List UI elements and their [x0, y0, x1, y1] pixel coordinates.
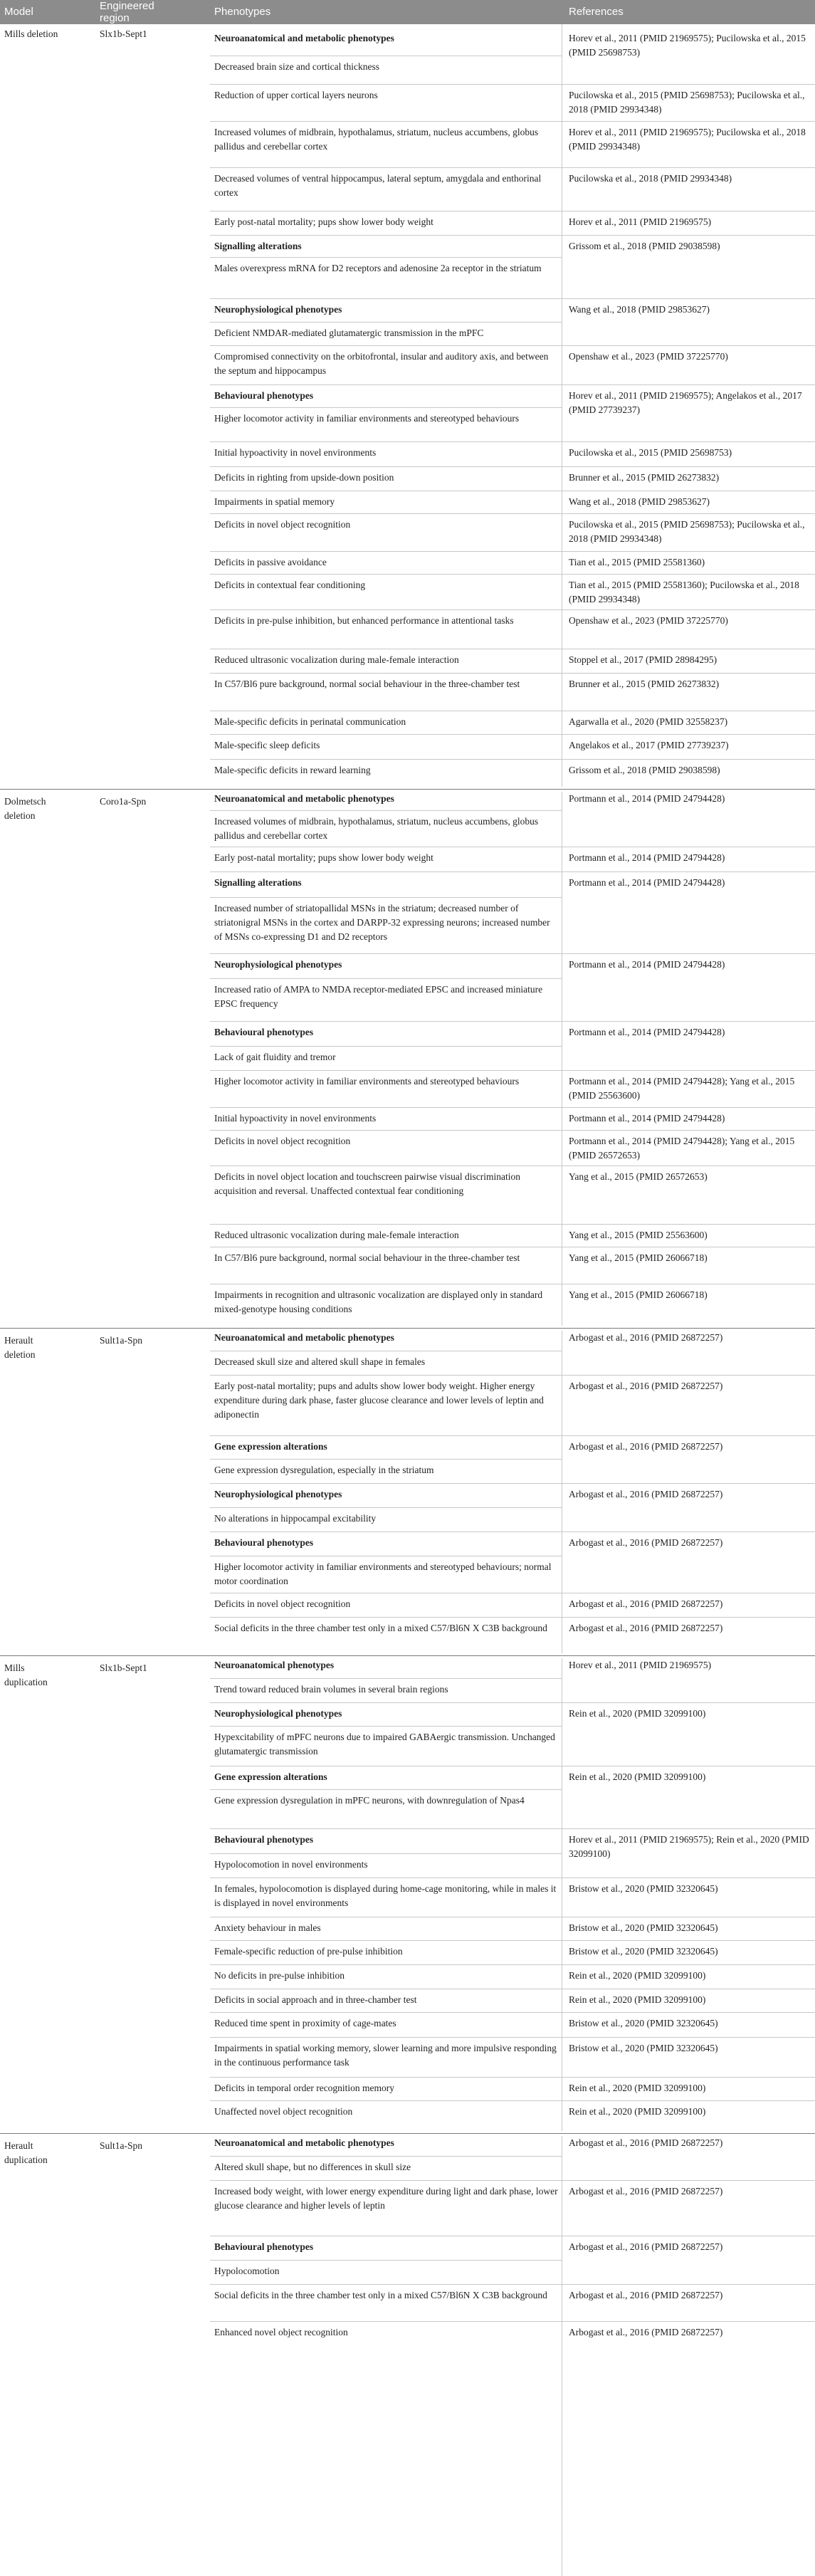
model-name-line: Herault: [4, 2140, 33, 2151]
row-divider: [210, 1483, 815, 1484]
model-divider: [0, 789, 815, 790]
reference-text: Grissom et al., 2018 (PMID 29038598): [569, 241, 720, 251]
model-name-line: Mills deletion: [4, 28, 58, 39]
phenotype-text: Deficits in pre-pulse inhibition, but enhanced performance in attentional tasks: [214, 615, 514, 626]
model-name: [4, 27, 90, 41]
reference-text: Rein et al., 2020 (PMID 32099100): [569, 1970, 706, 1981]
phenotype-text: Hypolocomotion in novel environments: [214, 1859, 368, 1870]
row-divider: [210, 2156, 562, 2157]
reference-text: Horev et al., 2011 (PMID 21969575); Pucilowska et al., 2018 (PMID 29934348): [569, 127, 806, 152]
phenotype-text: Male-specific deficits in reward learning: [214, 765, 371, 775]
reference-text: Rein et al., 2020 (PMID 32099100): [569, 2106, 706, 2117]
phenotype-text: Trend toward reduced brain volumes in several brain regions: [214, 1684, 448, 1695]
row-divider: [210, 1375, 815, 1376]
row-divider: [210, 257, 562, 258]
phenotype-category: Neurophysiological phenotypes: [214, 959, 342, 970]
table-header: [0, 0, 815, 24]
phenotype-text: Increased ratio of AMPA to NMDA receptor-mediated EPSC and increased miniature EPSC frequency: [214, 984, 543, 1009]
row-divider: [210, 345, 815, 346]
row-divider: [210, 1828, 815, 1829]
row-divider: [210, 322, 562, 323]
reference-text: Bristow et al., 2020 (PMID 32320645): [569, 1883, 718, 1894]
phenotype-text: Impairments in recognition and ultrasonic vocalization are displayed only in standard mixed-genotype housing conditions: [214, 1289, 543, 1314]
reference-text: Portmann et al., 2014 (PMID 24794428): [569, 1113, 725, 1124]
phenotype-text: Male-specific sleep deficits: [214, 740, 320, 750]
reference-text: Yang et al., 2015 (PMID 26066718): [569, 1252, 708, 1263]
row-divider: [210, 1617, 815, 1618]
reference-text: Arbogast et al., 2016 (PMID 26872257): [569, 2327, 723, 2337]
reference-text: Horev et al., 2011 (PMID 21969575); Pucilowska et al., 2015 (PMID 25698753): [569, 33, 806, 58]
engineered-region: Slx1b-Sept1: [100, 1663, 147, 1673]
phenotype-category: Behavioural phenotypes: [214, 1834, 314, 1845]
reference-text: Arbogast et al., 2016 (PMID 26872257): [569, 2241, 723, 2252]
reference-text: Arbogast et al., 2016 (PMID 26872257): [569, 1623, 723, 1633]
model-divider: [0, 1655, 815, 1656]
phenotype-text: In C57/Bl6 pure background, normal social behaviour in the three-chamber test: [214, 1252, 520, 1263]
phenotype-category: Neuroanatomical phenotypes: [214, 1660, 335, 1670]
phenotype-text: Reduced time spent in proximity of cage-mates: [214, 2018, 396, 2028]
row-divider: [210, 2037, 815, 2038]
phenotype-text: In C57/Bl6 pure background, normal social behaviour in the three-chamber test: [214, 679, 520, 689]
reference-text: Brunner et al., 2015 (PMID 26273832): [569, 679, 720, 689]
phenotype-text: Deficits in novel object location and touchscreen pairwise visual discrimination acquisition and reversal. Unaffected contextual fear conditioning: [214, 1171, 521, 1196]
row-divider: [210, 2260, 562, 2261]
phenotype-text: Compromised connectivity on the orbitofrontal, insular and auditory axis, and between the septum and hippocampus: [214, 351, 549, 376]
model-name-line: Herault: [4, 1335, 33, 1346]
row-divider: [210, 1789, 562, 1790]
reference-text: Horev et al., 2011 (PMID 21969575): [569, 1660, 712, 1670]
engineered-region: Coro1a-Spn: [100, 796, 147, 807]
phenotype-text: Early post-natal mortality; pups show lower body weight: [214, 852, 433, 863]
row-divider: [210, 810, 562, 811]
phenotype-text: Anxiety behaviour in males: [214, 1922, 321, 1933]
model-name-line: deletion: [4, 1349, 36, 1360]
row-divider: [210, 2284, 815, 2285]
reference-text: Yang et al., 2015 (PMID 26066718): [569, 1289, 708, 1300]
row-divider: [210, 466, 815, 467]
phenotype-text: Decreased brain size and cortical thickness: [214, 61, 380, 72]
row-divider: [210, 235, 815, 236]
phenotype-category: Behavioural phenotypes: [214, 390, 314, 401]
row-divider: [210, 167, 815, 168]
engineered-region: Slx1b-Sept1: [100, 28, 147, 39]
reference-text: Portmann et al., 2014 (PMID 24794428); Yang et al., 2015 (PMID 26572653): [569, 1136, 795, 1161]
model-name: [4, 795, 90, 823]
reference-text: Yang et al., 2015 (PMID 26572653): [569, 1171, 708, 1182]
reference-text: Portmann et al., 2014 (PMID 24794428): [569, 877, 725, 888]
reference-text: Pucilowska et al., 2015 (PMID 25698753): [569, 447, 732, 458]
phenotype-category: Signalling alterations: [214, 877, 302, 888]
row-divider: [210, 1224, 815, 1225]
reference-text: Rein et al., 2020 (PMID 32099100): [569, 1708, 706, 1719]
reference-text: Pucilowska et al., 2018 (PMID 29934348): [569, 173, 732, 184]
phenotype-text: Altered skull shape, but no differences in skull size: [214, 2162, 411, 2172]
phenotype-text: Increased volumes of midbrain, hypothalamus, striatum, nucleus accumbens, globus pallidus and cerebellar cortex: [214, 816, 539, 841]
phenotype-text: Deficient NMDAR-mediated glutamatergic transmission in the mPFC: [214, 328, 484, 338]
reference-text: Agarwalla et al., 2020 (PMID 32558237): [569, 716, 728, 727]
reference-text: Bristow et al., 2020 (PMID 32320645): [569, 2043, 718, 2053]
phenotype-text: Deficits in novel object recognition: [214, 1598, 351, 1609]
model-name-line: Dolmetsch: [4, 796, 46, 807]
model-name-line: duplication: [4, 2154, 48, 2165]
row-divider: [210, 1964, 815, 1965]
reference-text: Bristow et al., 2020 (PMID 32320645): [569, 2018, 718, 2028]
phenotype-text: Deficits in social approach and in three-chamber test: [214, 1994, 417, 2005]
header-references: References: [569, 6, 624, 18]
row-divider: [210, 1507, 562, 1508]
phenotype-text: Decreased skull size and altered skull shape in females: [214, 1356, 426, 1367]
row-divider: [210, 121, 815, 122]
row-divider: [210, 84, 815, 85]
reference-text: Arbogast et al., 2016 (PMID 26872257): [569, 1441, 723, 1452]
row-divider: [210, 673, 815, 674]
row-divider: [210, 609, 815, 610]
row-divider: [210, 551, 815, 552]
row-divider: [210, 441, 815, 442]
phenotype-text: Social deficits in the three chamber test only in a mixed C57/Bl6N X C3B background: [214, 2290, 547, 2300]
phenotype-text: Deficits in novel object recognition: [214, 1136, 351, 1146]
header-region-line2: region: [100, 12, 130, 24]
phenotype-text: Increased body weight, with lower energy expenditure during light and dark phase, lower glucose clearance and higher levels of leptin: [214, 2186, 558, 2211]
phenotype-text: Initial hypoactivity in novel environments: [214, 447, 377, 458]
phenotype-text: Hypexcitability of mPFC neurons due to impaired GABAergic transmission. Unchanged glutamatergic transmission: [214, 1732, 555, 1756]
phenotype-text: Reduced ultrasonic vocalization during male-female interaction: [214, 654, 459, 665]
row-divider: [210, 734, 815, 735]
phenotype-category: Behavioural phenotypes: [214, 2241, 314, 2252]
reference-text: Rein et al., 2020 (PMID 32099100): [569, 1994, 706, 2005]
phenotype-text: Higher locomotor activity in familiar environments and stereotyped behaviours: [214, 413, 520, 424]
phenotype-text: Unaffected novel object recognition: [214, 2106, 353, 2117]
phenotype-text: Enhanced novel object recognition: [214, 2327, 348, 2337]
phenotype-text: Deficits in temporal order recognition memory: [214, 2083, 395, 2093]
reference-text: Openshaw et al., 2023 (PMID 37225770): [569, 615, 728, 626]
model-name-line: duplication: [4, 1677, 48, 1687]
row-divider: [210, 1940, 815, 1941]
phenotype-category: Gene expression alterations: [214, 1441, 327, 1452]
reference-text: Bristow et al., 2020 (PMID 32320645): [569, 1946, 718, 1957]
phenotype-category: Neuroanatomical and metabolic phenotypes: [214, 793, 394, 804]
phenotype-category: Neuroanatomical and metabolic phenotypes: [214, 2137, 394, 2148]
model-name-line: deletion: [4, 810, 36, 821]
phenotype-category: Neurophysiological phenotypes: [214, 1489, 342, 1499]
model-name: [4, 1334, 90, 1362]
model-name: [4, 1661, 90, 1690]
phenotype-text: Males overexpress mRNA for D2 receptors and adenosine 2a receptor in the striatum: [214, 263, 542, 273]
reference-text: Rein et al., 2020 (PMID 32099100): [569, 2083, 706, 2093]
reference-text: Bristow et al., 2020 (PMID 32320645): [569, 1922, 718, 1933]
row-divider: [210, 2321, 815, 2322]
phenotype-text: Deficits in contextual fear conditioning: [214, 580, 366, 590]
reference-text: Portmann et al., 2014 (PMID 24794428): [569, 1027, 725, 1037]
row-divider: [210, 298, 815, 299]
reference-text: Horev et al., 2011 (PMID 21969575); Angelakos et al., 2017 (PMID 27739237): [569, 390, 802, 415]
row-divider: [210, 1107, 815, 1108]
phenotype-text: Impairments in spatial memory: [214, 496, 335, 507]
phenotype-category: Gene expression alterations: [214, 1771, 327, 1782]
reference-text: Arbogast et al., 2016 (PMID 26872257): [569, 1381, 723, 1391]
phenotype-text: Early post-natal mortality; pups show lower body weight: [214, 216, 433, 227]
phenotype-text: Higher locomotor activity in familiar environments and stereotyped behaviours: [214, 1076, 520, 1087]
phenotype-text: Gene expression dysregulation, especially in the striatum: [214, 1465, 434, 1475]
phenotype-text: Deficits in righting from upside-down position: [214, 472, 394, 483]
row-divider: [210, 2077, 815, 2078]
reference-text: Horev et al., 2011 (PMID 21969575); Rein et al., 2020 (PMID 32099100): [569, 1834, 809, 1859]
row-divider: [210, 2180, 815, 2181]
row-divider: [210, 1046, 562, 1047]
reference-text: Portmann et al., 2014 (PMID 24794428); Yang et al., 2015 (PMID 25563600): [569, 1076, 795, 1101]
engineered-region: Sult1a-Spn: [100, 2140, 143, 2151]
reference-text: Rein et al., 2020 (PMID 32099100): [569, 1771, 706, 1782]
reference-text: Tian et al., 2015 (PMID 25581360): [569, 557, 705, 567]
reference-text: Brunner et al., 2015 (PMID 26273832): [569, 472, 720, 483]
reference-text: Pucilowska et al., 2015 (PMID 25698753); Pucilowska et al., 2018 (PMID 29934348): [569, 90, 805, 115]
phenotype-text: Deficits in novel object recognition: [214, 519, 351, 530]
row-divider: [210, 384, 815, 385]
reference-text: Portmann et al., 2014 (PMID 24794428): [569, 852, 725, 863]
phenotype-text: Reduction of upper cortical layers neurons: [214, 90, 378, 100]
reference-text: Angelakos et al., 2017 (PMID 27739237): [569, 740, 729, 750]
phenotype-text: Impairments in spatial working memory, slower learning and more impulsive responding in the continuous performance task: [214, 2043, 557, 2068]
phenotype-text: Early post-natal mortality; pups and adults show lower body weight. Higher energy expenditure during dark phase, faster glucose clearance and lower levels of leptin and adiponectin: [214, 1381, 544, 1420]
phenotype-text: Decreased volumes of ventral hippocampus, lateral septum, amygdala and enthorinal cortex: [214, 173, 542, 198]
phenotype-text: No alterations in hippocampal excitability: [214, 1513, 377, 1524]
phenotype-text: Increased volumes of midbrain, hypothalamus, striatum, nucleus accumbens, globus pallidus and cerebellar cortex: [214, 127, 539, 152]
reference-text: Grissom et al., 2018 (PMID 29038598): [569, 765, 720, 775]
phenotype-text: Increased number of striatopallidal MSNs in the striatum; decreased number of striatonigral MSNs in the cortex and DARPP-32 expressing neurons; increased number of MSNs co-expressing D1 and D2 receptors: [214, 903, 550, 942]
header-model: Model: [4, 6, 33, 18]
phenotype-text: In females, hypolocomotion is displayed during home-cage monitoring, while in males it is displayed in novel environments: [214, 1883, 557, 1908]
phenotype-text: Reduced ultrasonic vocalization during male-female interaction: [214, 1230, 459, 1240]
row-divider: [210, 1435, 815, 1436]
row-divider: [210, 978, 562, 979]
reference-text: Arbogast et al., 2016 (PMID 26872257): [569, 2290, 723, 2300]
reference-text: Wang et al., 2018 (PMID 29853627): [569, 496, 710, 507]
phenotype-text: No deficits in pre-pulse inhibition: [214, 1970, 345, 1981]
reference-text: Arbogast et al., 2016 (PMID 26872257): [569, 1598, 723, 1609]
model-name-line: Mills: [4, 1663, 25, 1673]
header-phenotypes: Phenotypes: [214, 6, 271, 18]
row-divider: [210, 759, 815, 760]
phenotype-category: Neuroanatomical and metabolic phenotypes: [214, 33, 394, 43]
row-divider: [210, 1070, 815, 1071]
row-divider: [210, 574, 815, 575]
reference-text: Yang et al., 2015 (PMID 25563600): [569, 1230, 708, 1240]
phenotype-text: Social deficits in the three chamber test only in a mixed C57/Bl6N X C3B background: [214, 1623, 547, 1633]
phenotype-category: Neurophysiological phenotypes: [214, 1708, 342, 1719]
phenotype-category: Signalling alterations: [214, 241, 302, 251]
row-divider: [210, 953, 815, 954]
reference-text: Arbogast et al., 2016 (PMID 26872257): [569, 1332, 723, 1343]
phenotype-text: Gene expression dysregulation in mPFC neurons, with downregulation of Npas4: [214, 1795, 525, 1806]
header-region-line1: Engineered: [100, 0, 154, 12]
phenotype-text: Higher locomotor activity in familiar environments and stereotyped behaviours; normal motor coordination: [214, 1561, 552, 1586]
row-divider: [210, 2100, 815, 2101]
row-divider: [210, 1702, 815, 1703]
reference-text: Arbogast et al., 2016 (PMID 26872257): [569, 2186, 723, 2197]
reference-text: Tian et al., 2015 (PMID 25581360); Pucilowska et al., 2018 (PMID 29934348): [569, 580, 799, 604]
reference-text: Arbogast et al., 2016 (PMID 26872257): [569, 1537, 723, 1548]
reference-text: Stoppel et al., 2017 (PMID 28984295): [569, 654, 717, 665]
phenotype-category: Behavioural phenotypes: [214, 1537, 314, 1548]
phenotype-category: Behavioural phenotypes: [214, 1027, 314, 1037]
row-divider: [210, 1459, 562, 1460]
reference-text: Arbogast et al., 2016 (PMID 26872257): [569, 2137, 723, 2148]
row-divider: [210, 871, 815, 872]
phenotype-text: Deficits in passive avoidance: [214, 557, 327, 567]
phenotype-text: Hypolocomotion: [214, 2266, 280, 2276]
phenotype-category: Neuroanatomical and metabolic phenotypes: [214, 1332, 394, 1343]
row-divider: [210, 1726, 562, 1727]
phenotype-text: Lack of gait fluidity and tremor: [214, 1052, 336, 1062]
phenotype-text: Initial hypoactivity in novel environments: [214, 1113, 377, 1124]
model-name: [4, 2139, 90, 2167]
row-divider: [210, 1021, 815, 1022]
model-divider: [0, 2133, 815, 2134]
row-divider: [210, 2012, 815, 2013]
reference-text: Portmann et al., 2014 (PMID 24794428): [569, 959, 725, 970]
row-divider: [210, 1678, 562, 1679]
model-divider: [0, 1328, 815, 1329]
phenotype-category: Neurophysiological phenotypes: [214, 304, 342, 315]
reference-text: Pucilowska et al., 2015 (PMID 25698753); Pucilowska et al., 2018 (PMID 29934348): [569, 519, 805, 544]
row-divider: [210, 407, 562, 408]
reference-text: Wang et al., 2018 (PMID 29853627): [569, 304, 710, 315]
reference-text: Arbogast et al., 2016 (PMID 26872257): [569, 1489, 723, 1499]
reference-text: Horev et al., 2011 (PMID 21969575): [569, 216, 712, 227]
row-divider: [210, 513, 815, 514]
row-divider: [210, 897, 562, 898]
reference-text: Openshaw et al., 2023 (PMID 37225770): [569, 351, 728, 362]
engineered-region: Sult1a-Spn: [100, 1335, 143, 1346]
phenotype-text: Female-specific reduction of pre-pulse inhibition: [214, 1946, 403, 1957]
reference-text: Portmann et al., 2014 (PMID 24794428): [569, 793, 725, 804]
phenotype-text: Male-specific deficits in perinatal communication: [214, 716, 406, 727]
row-divider: [210, 1853, 562, 1854]
row-divider: [210, 1130, 815, 1131]
